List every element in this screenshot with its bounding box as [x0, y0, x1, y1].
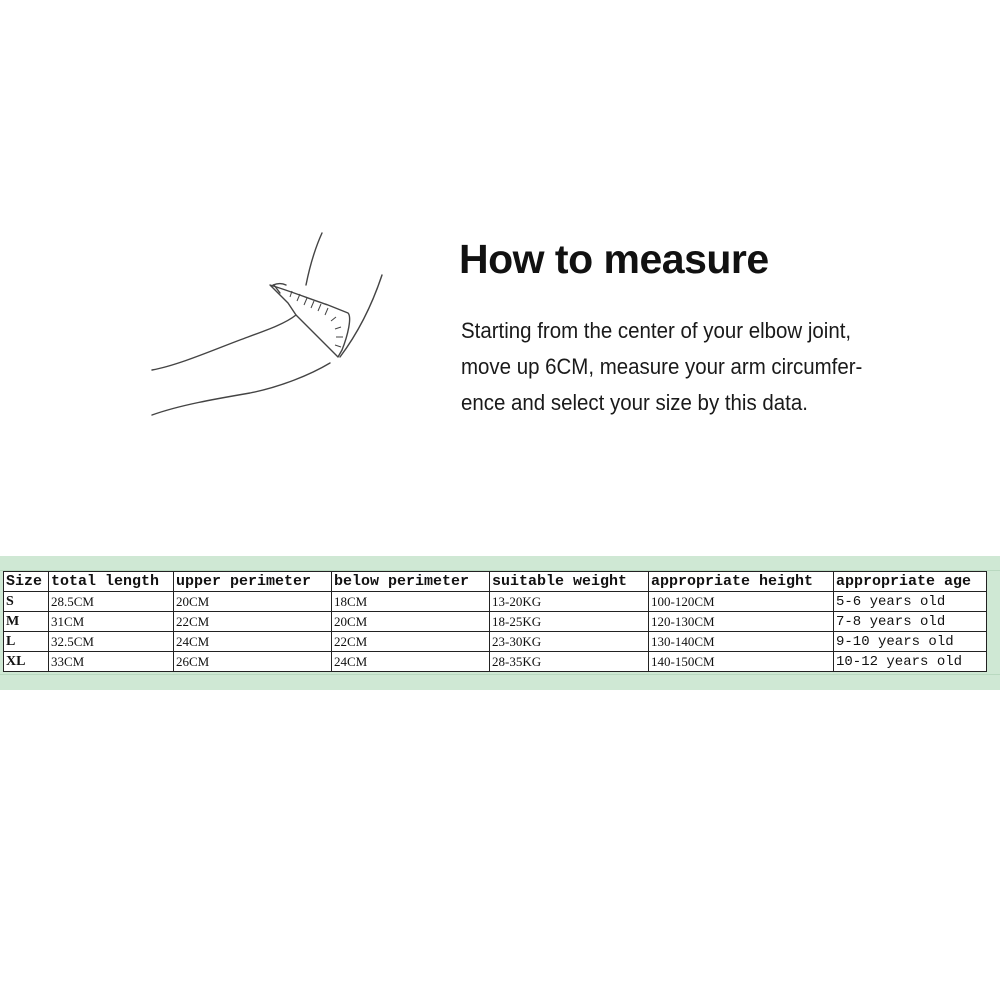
cell-total-length: 32.5CM: [49, 632, 174, 652]
cell-size: M: [4, 612, 49, 632]
cell-suitable-weight: 18-25KG: [490, 612, 649, 632]
cell-appropriate-age: 9-10 years old: [834, 632, 987, 652]
cell-appropriate-height: 130-140CM: [649, 632, 834, 652]
cell-suitable-weight: 13-20KG: [490, 592, 649, 612]
size-chart-table: [3, 571, 987, 672]
cell-appropriate-height: 120-130CM: [649, 612, 834, 632]
cell-total-length: 31CM: [49, 612, 174, 632]
column-header-total-length: total length: [49, 572, 174, 592]
column-header-below-perimeter: below perimeter: [332, 572, 490, 592]
table-row: [4, 592, 987, 612]
instruction-line: move up 6CM, measure your arm circumfer-: [461, 354, 863, 379]
cell-upper-perimeter: 26CM: [174, 652, 332, 672]
cell-below-perimeter: 18CM: [332, 592, 490, 612]
cell-appropriate-age: 7-8 years old: [834, 612, 987, 632]
cell-appropriate-height: 140-150CM: [649, 652, 834, 672]
cell-below-perimeter: 20CM: [332, 612, 490, 632]
table-row: [4, 652, 987, 672]
column-header-upper-perimeter: upper perimeter: [174, 572, 332, 592]
elbow-measuring-tape-icon: [152, 233, 382, 415]
cell-below-perimeter: 22CM: [332, 632, 490, 652]
cell-upper-perimeter: 20CM: [174, 592, 332, 612]
cell-size: S: [4, 592, 49, 612]
column-header-suitable-weight: suitable weight: [490, 572, 649, 592]
cell-appropriate-age: 5-6 years old: [834, 592, 987, 612]
tape-ticks: [290, 291, 343, 347]
cell-below-perimeter: 24CM: [332, 652, 490, 672]
table-header-row: [4, 572, 987, 592]
cell-total-length: 33CM: [49, 652, 174, 672]
column-header-appropriate-age: appropriate age: [834, 572, 987, 592]
cell-suitable-weight: 28-35KG: [490, 652, 649, 672]
column-header-size: Size: [4, 572, 49, 592]
cell-suitable-weight: 23-30KG: [490, 632, 649, 652]
elbow-measurement-illustration: [140, 225, 390, 425]
sheet-gridline: [0, 674, 1000, 675]
instruction-line: ence and select your size by this data.: [461, 390, 808, 415]
column-header-appropriate-height: appropriate height: [649, 572, 834, 592]
cell-appropriate-height: 100-120CM: [649, 592, 834, 612]
page-title: How to measure: [459, 236, 769, 282]
cell-size: L: [4, 632, 49, 652]
table-row: [4, 612, 987, 632]
cell-appropriate-age: 10-12 years old: [834, 652, 987, 672]
cell-total-length: 28.5CM: [49, 592, 174, 612]
cell-upper-perimeter: 24CM: [174, 632, 332, 652]
cell-upper-perimeter: 22CM: [174, 612, 332, 632]
measure-instructions: [461, 313, 945, 421]
cell-size: XL: [4, 652, 49, 672]
table-row: [4, 632, 987, 652]
instruction-line: Starting from the center of your elbow joint,: [461, 318, 852, 343]
